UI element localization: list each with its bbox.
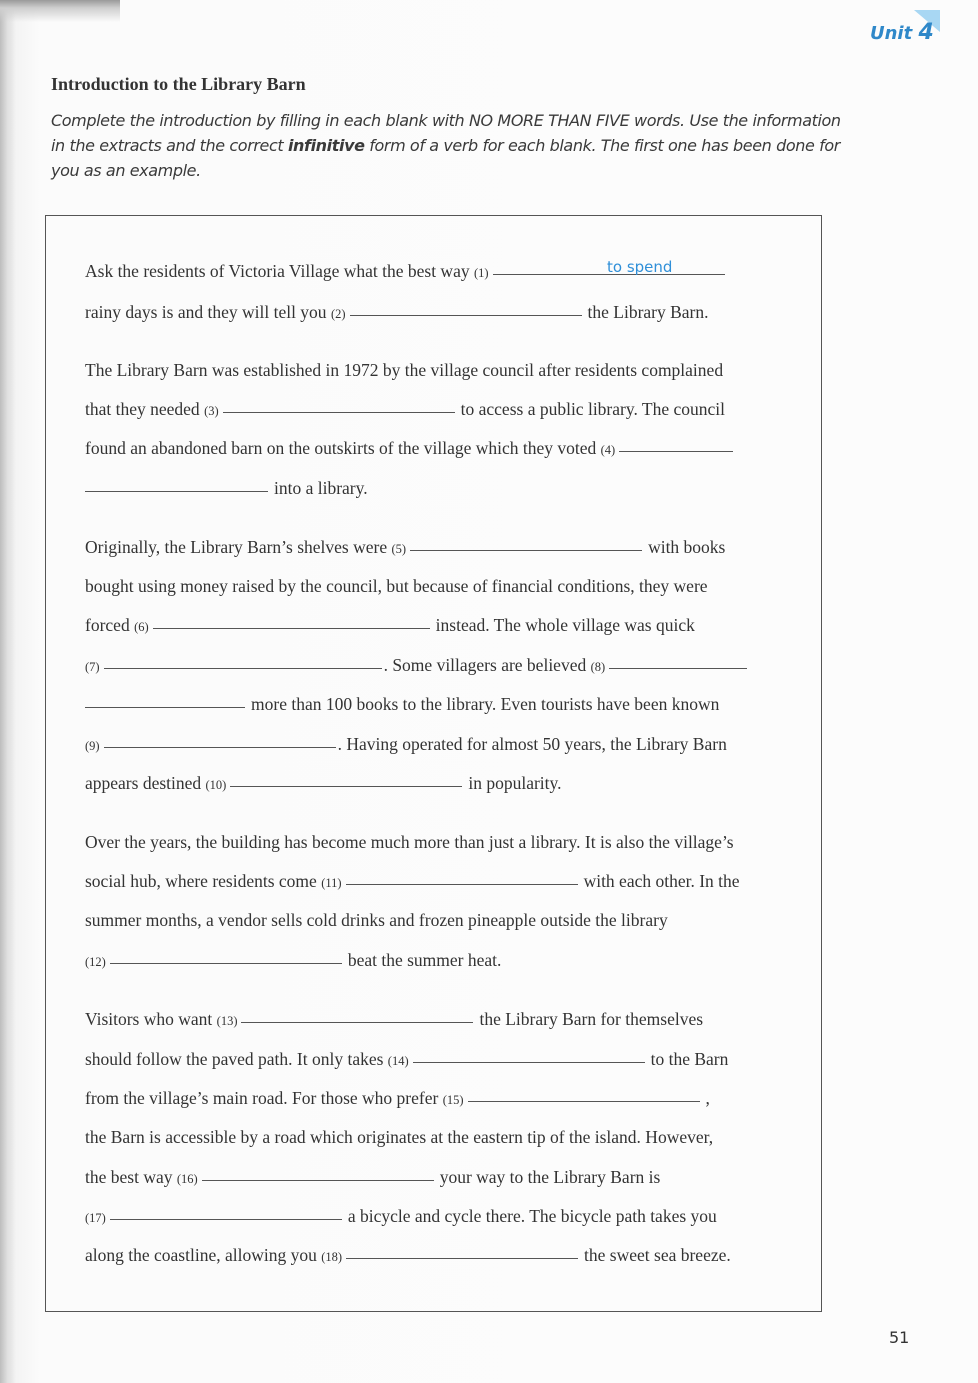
text: The Library Barn was established in 1972 by the village council after residents complained [85, 360, 724, 380]
blank-number: (15) [442, 1093, 464, 1107]
text: to the Barn [650, 1049, 729, 1069]
blank-13[interactable] [241, 1021, 473, 1023]
passage-line [85, 950, 501, 971]
page-binding-shadow [0, 0, 16, 1383]
passage-line [85, 773, 562, 794]
blank-number: (16) [176, 1172, 198, 1186]
passage-line [85, 1049, 728, 1070]
blank-number: (7) [85, 660, 100, 674]
text: Over the years, the building has become much more than just a library. It is also the village’s [85, 832, 734, 852]
text: the best way [85, 1167, 173, 1187]
unit-badge [870, 16, 950, 48]
text: more than 100 books to the library. Even tourists have been known [251, 694, 720, 714]
text: with each other. In the [583, 871, 740, 891]
text: your way to the Library Barn is [439, 1167, 661, 1187]
blank-number: (2) [330, 307, 346, 321]
text: rainy days is and they will tell you [85, 302, 327, 322]
text: Originally, the Library Barn’s shelves were [85, 537, 388, 557]
blank-number: (17) [85, 1211, 106, 1225]
blank-number: (4) [600, 443, 616, 457]
instructions-text-1: Complete the introduction by filling in each blank with NO MORE THAN FIVE words. Use the information in the extracts and the correct [51, 111, 841, 155]
blank-8a[interactable] [609, 667, 747, 669]
passage-line [85, 694, 719, 715]
text: instead. The whole village was quick [435, 615, 695, 635]
passage-line [85, 399, 725, 420]
text: forced [85, 615, 130, 635]
blank-2[interactable] [350, 314, 582, 316]
passage-line [85, 1009, 703, 1030]
text: bought using money raised by the council, but because of financial conditions, they were [85, 576, 708, 596]
blank-18[interactable] [346, 1257, 578, 1259]
passage-line [85, 537, 725, 558]
text: Ask the residents of Victoria Village what the best way [85, 261, 470, 281]
example-answer: to spend [607, 258, 673, 276]
text: social hub, where residents come [85, 871, 317, 891]
blank-4b[interactable] [85, 490, 268, 492]
blank-9[interactable] [104, 746, 336, 748]
blank-number: (11) [321, 876, 342, 890]
text: . Having operated for almost 50 years, the Library Barn [337, 734, 727, 754]
page-corner-shadow [0, 0, 120, 24]
passage-line [85, 910, 668, 931]
text: found an abandoned barn on the outskirts of the village which they voted [85, 438, 597, 458]
passage-line [85, 1127, 713, 1148]
text: from the village’s main road. For those who prefer [85, 1088, 439, 1108]
text: Visitors who want [85, 1009, 213, 1029]
blank-14[interactable] [413, 1061, 645, 1063]
text: to access a public library. The council [460, 399, 725, 419]
passage-line [85, 871, 740, 892]
passage-line [85, 1245, 731, 1266]
text: . Some villagers are believed [383, 655, 587, 675]
instructions-bold: infinitive [287, 136, 365, 155]
text: in popularity. [468, 773, 562, 793]
blank-number: (18) [321, 1250, 343, 1264]
text: the Library Barn for themselves [479, 1009, 704, 1029]
blank-number: (8) [590, 660, 606, 674]
passage-line [85, 615, 695, 636]
text: a bicycle and cycle there. The bicycle path takes you [347, 1206, 717, 1226]
instructions-text-2: form of a verb for each blank. The first one has been done for you as an example. [51, 136, 840, 180]
blank-number: (9) [85, 739, 100, 753]
passage-line [85, 734, 727, 755]
text: , [705, 1088, 710, 1108]
text: the sweet sea breeze. [584, 1245, 731, 1265]
blank-number: (6) [134, 620, 149, 634]
section-title: Introduction to the Library Barn [51, 74, 306, 94]
blank-4a[interactable] [619, 450, 733, 452]
text: summer months, a vendor sells cold drinks and frozen pineapple outside the library [85, 910, 668, 930]
passage-line [85, 832, 734, 853]
passage-line [85, 360, 723, 381]
blank-number: (14) [387, 1054, 409, 1068]
blank-number: (13) [216, 1014, 238, 1028]
blank-17[interactable] [110, 1218, 342, 1220]
unit-label-text: Unit [870, 23, 913, 44]
unit-label [870, 20, 934, 45]
instructions [51, 108, 851, 183]
passage-line [85, 1088, 710, 1109]
text: beat the summer heat. [347, 950, 502, 970]
text: the Barn is accessible by a road which originates at the eastern tip of the island. However, [85, 1127, 714, 1147]
passage-line [85, 576, 708, 597]
blank-12[interactable] [110, 962, 342, 964]
passage-line [85, 478, 368, 499]
blank-number: (5) [391, 542, 407, 556]
passage-line [85, 1206, 717, 1227]
text: appears destined [85, 773, 202, 793]
passage-line [85, 1167, 660, 1188]
blank-6[interactable] [153, 627, 430, 629]
blank-3[interactable] [223, 411, 455, 413]
text: the Library Barn. [587, 302, 709, 322]
text: along the coastline, allowing you [85, 1245, 317, 1265]
blank-number: (12) [85, 955, 106, 969]
unit-number: 4 [918, 20, 934, 45]
passage-line [85, 302, 709, 323]
blank-15[interactable] [468, 1100, 700, 1102]
text: with books [648, 537, 726, 557]
blank-11[interactable] [346, 883, 578, 885]
text: should follow the paved path. It only takes [85, 1049, 384, 1069]
passage-line [85, 438, 739, 459]
blank-16[interactable] [202, 1179, 434, 1181]
text: that they needed [85, 399, 200, 419]
page-number: 51 [889, 1328, 910, 1347]
blank-8b[interactable] [85, 706, 245, 708]
passage-line [85, 655, 753, 676]
blank-number: (1) [473, 266, 489, 280]
blank-7[interactable] [104, 667, 382, 669]
blank-5[interactable] [410, 549, 642, 551]
text: into a library. [274, 478, 368, 498]
blank-number: (3) [204, 404, 219, 418]
blank-number: (10) [205, 778, 227, 792]
blank-10[interactable] [230, 785, 462, 787]
